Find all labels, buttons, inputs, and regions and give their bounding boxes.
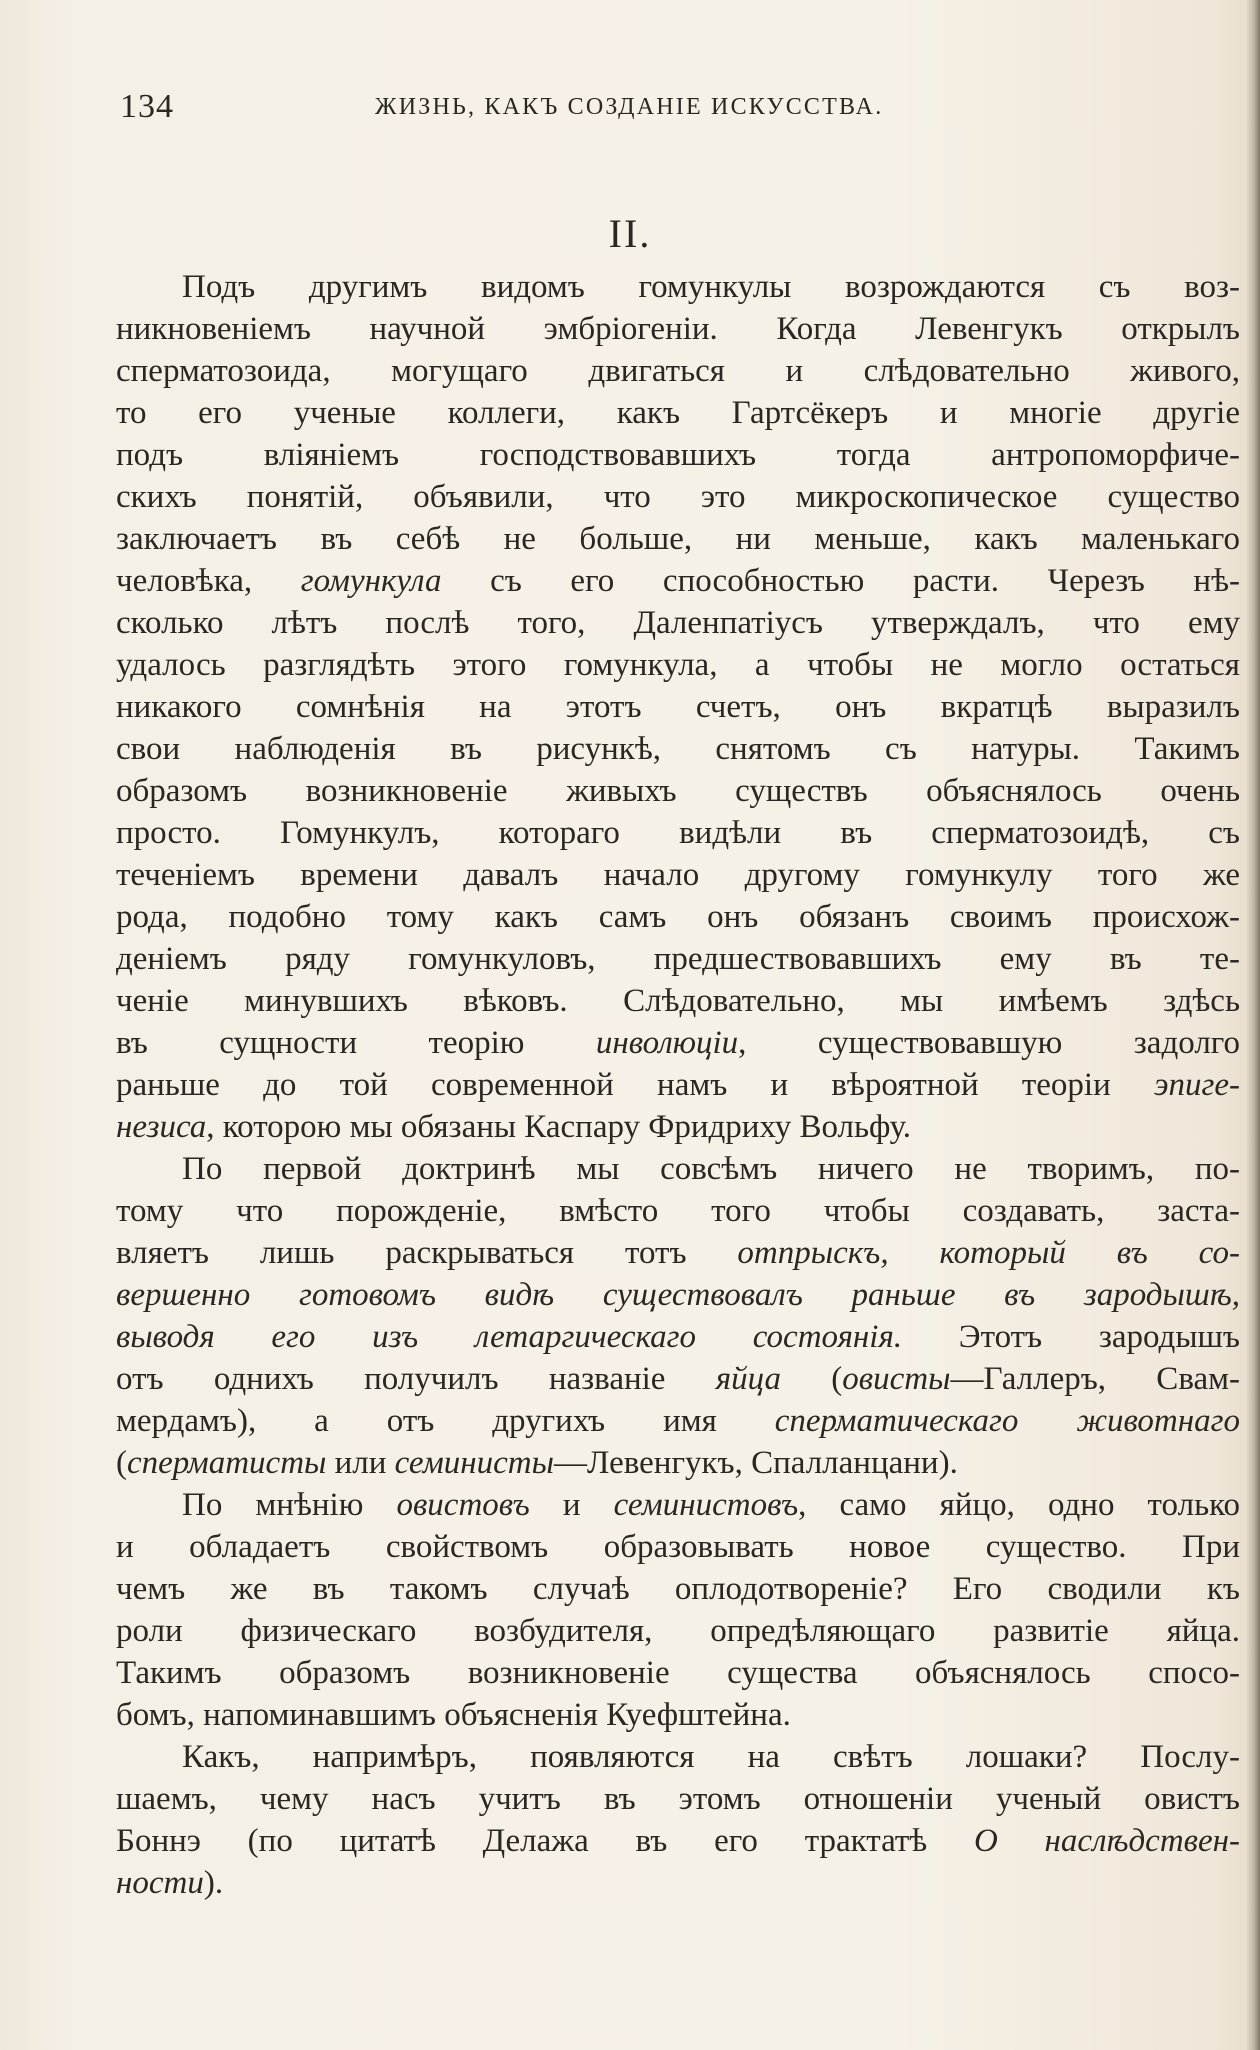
italic-text: отпрыскъ, который въ со- [737, 1235, 1240, 1271]
text-segment: никновеніемъ научной эмбріогеніи. Когда Левенгукъ открылъ [116, 311, 1240, 347]
text-segment: то его ученые коллеги, какъ Гартсёкеръ и многіе другіе [116, 395, 1240, 431]
text-line [116, 644, 1240, 686]
text-segment: ( [781, 1361, 843, 1397]
text-segment: Боннэ (по цитатѣ Делажа въ его трактатѣ [116, 1823, 974, 1859]
text-line [116, 518, 1240, 560]
text-segment: вляетъ лишь раскрываться тотъ [116, 1235, 738, 1271]
text-line [116, 1358, 1240, 1400]
text-line [116, 1694, 1240, 1736]
text-segment: заключаетъ въ себѣ не больше, ни меньше, какъ маленькаго [116, 521, 1240, 557]
text-line [116, 476, 1240, 518]
text-segment: скихъ понятій, объявили, что это микроскопическое существо [116, 479, 1240, 515]
text-segment: и обладаетъ свойствомъ образовывать новое существо. При [116, 1529, 1240, 1565]
text-line [116, 686, 1240, 728]
text-line [116, 980, 1240, 1022]
italic-text: инволюціи [595, 1025, 739, 1061]
text-line [116, 392, 1240, 434]
text-line [116, 1316, 1240, 1358]
text-segment: подъ вліяніемъ господствовавшихъ тогда антропоморфиче- [116, 437, 1240, 473]
text-line [116, 1274, 1240, 1316]
text-segment: шаемъ, чему насъ учитъ въ этомъ отношеніи ученый овистъ [116, 1781, 1240, 1817]
text-segment: свои наблюденія въ рисункѣ, снятомъ съ натуры. Такимъ [116, 731, 1240, 767]
text-segment: чемъ же въ такомъ случаѣ оплодотвореніе? Его сводили къ [116, 1571, 1240, 1607]
text-segment: въ сущности теорію [116, 1025, 596, 1061]
text-line [116, 1526, 1240, 1568]
text-segment: тому что порожденіе, вмѣсто того чтобы создавать, заста- [116, 1193, 1240, 1229]
italic-text: яйца [715, 1361, 781, 1397]
text-segment: сперматозоида, могущаго двигаться и слѣдовательно живого, [116, 353, 1240, 389]
text-line [116, 728, 1240, 770]
italic-text: вершенно готовомъ видѣ существовалъ раньше въ зародышѣ, [116, 1277, 1240, 1313]
text-segment: —Левенгукъ, Спалланцани). [553, 1445, 958, 1481]
italic-text: ности [116, 1865, 204, 1901]
text-segment: рода, подобно тому какъ самъ онъ обязанъ своимъ происхож- [116, 899, 1240, 935]
text-segment: Такимъ образомъ возникновеніе существа объяснялось спосо- [116, 1655, 1240, 1691]
text-line [116, 1442, 1240, 1484]
italic-text: овистовъ [396, 1487, 530, 1523]
section-number: II. [608, 211, 652, 256]
text-segment: мердамъ), а отъ другихъ имя [116, 1403, 775, 1439]
text-segment: роли физическаго возбудителя, опредѣляющаго развитіе яйца. [116, 1613, 1240, 1649]
italic-text: выводя его изъ летаргическаго состоянія. [116, 1319, 903, 1355]
text-line [116, 938, 1240, 980]
text-segment: человѣка, [116, 563, 301, 599]
text-line [116, 1610, 1240, 1652]
text-line [116, 896, 1240, 938]
running-head: ЖИЗНЬ, КАКЪ СОЗДАНІЕ ИСКУССТВА. [375, 94, 884, 120]
text-segment: и [529, 1487, 614, 1523]
text-line [116, 1820, 1240, 1862]
text-line [116, 1652, 1240, 1694]
text-segment: , само яйцо, одно только [798, 1487, 1240, 1523]
italic-text: сперматическаго животнаго [774, 1403, 1240, 1439]
italic-text: семинисты [394, 1445, 554, 1481]
text-line [116, 560, 1240, 602]
text-line [116, 350, 1240, 392]
text-line [116, 854, 1240, 896]
text-line [116, 602, 1240, 644]
text-segment: никакого сомнѣнія на этотъ счетъ, онъ вкратцѣ выразилъ [116, 689, 1240, 725]
text-segment: просто. Гомункулъ, котораго видѣли въ сперматозоидѣ, съ [116, 815, 1240, 851]
text-segment: бомъ, напоминавшимъ объясненія Куефштейна. [116, 1697, 791, 1733]
text-line [116, 770, 1240, 812]
italic-text: незиса [116, 1109, 207, 1145]
text-segment: ( [116, 1445, 127, 1481]
italic-text: гомункула [300, 563, 442, 599]
text-segment: ). [203, 1865, 224, 1901]
italic-text: семинистовъ [613, 1487, 799, 1523]
text-segment: ченіе минувшихъ вѣковъ. Слѣдовательно, мы имѣемъ здѣсь [116, 983, 1240, 1019]
italic-text: сперматисты [127, 1445, 327, 1481]
text-segment: По первой доктринѣ мы совсѣмъ ничего не творимъ, по- [182, 1151, 1240, 1187]
text-segment: , существовавшую задолго [738, 1025, 1240, 1061]
text-line [116, 1190, 1240, 1232]
page-edge-shadow [1246, 0, 1260, 2050]
text-line [116, 1568, 1240, 1610]
text-line [116, 1064, 1240, 1106]
text-line [116, 266, 1240, 308]
text-segment: —Галлеръ, Свам- [950, 1361, 1240, 1397]
text-line [116, 1736, 1240, 1778]
body-text [116, 266, 1240, 1904]
text-line [116, 1106, 1240, 1148]
italic-text: эпиге- [1153, 1067, 1240, 1103]
text-segment: сколько лѣтъ послѣ того, Даленпатіусъ утверждалъ, что ему [116, 605, 1240, 641]
text-segment: образомъ возникновеніе живыхъ существъ объяснялось очень [116, 773, 1240, 809]
page-header [120, 88, 1250, 128]
text-line [116, 1148, 1240, 1190]
text-segment: Подъ другимъ видомъ гомункулы возрождаются съ воз- [182, 269, 1240, 305]
text-line [116, 1484, 1240, 1526]
text-segment: раньше до той современной намъ и вѣроятной теоріи [116, 1067, 1154, 1103]
text-line [116, 1862, 1240, 1904]
italic-text: овисты [842, 1361, 951, 1397]
text-segment: деніемъ ряду гомункуловъ, предшествовавшихъ ему въ те- [116, 941, 1240, 977]
text-segment: теченіемъ времени давалъ начало другому гомункулу того же [116, 857, 1240, 893]
text-segment: отъ однихъ получилъ названіе [116, 1361, 716, 1397]
text-segment: Этотъ зародышъ [902, 1319, 1240, 1355]
text-segment: , которою мы обязаны Каспару Фридриху Вольфу. [206, 1109, 912, 1145]
text-segment: съ его способностью расти. Черезъ нѣ- [441, 563, 1240, 599]
text-line [116, 308, 1240, 350]
text-line [116, 812, 1240, 854]
text-segment: удалось разглядѣть этого гомункула, а чтобы не могло остаться [116, 647, 1240, 683]
text-segment: По мнѣнію [182, 1487, 397, 1523]
text-line [116, 1232, 1240, 1274]
text-line [116, 1022, 1240, 1064]
page-number: 134 [120, 88, 174, 125]
text-segment: Какъ, напримѣръ, появляются на свѣтъ лошаки? Послу- [182, 1739, 1240, 1775]
text-line [116, 434, 1240, 476]
text-line [116, 1400, 1240, 1442]
italic-text: О наслѣдствен- [973, 1823, 1240, 1859]
text-line [116, 1778, 1240, 1820]
text-segment: или [326, 1445, 395, 1481]
